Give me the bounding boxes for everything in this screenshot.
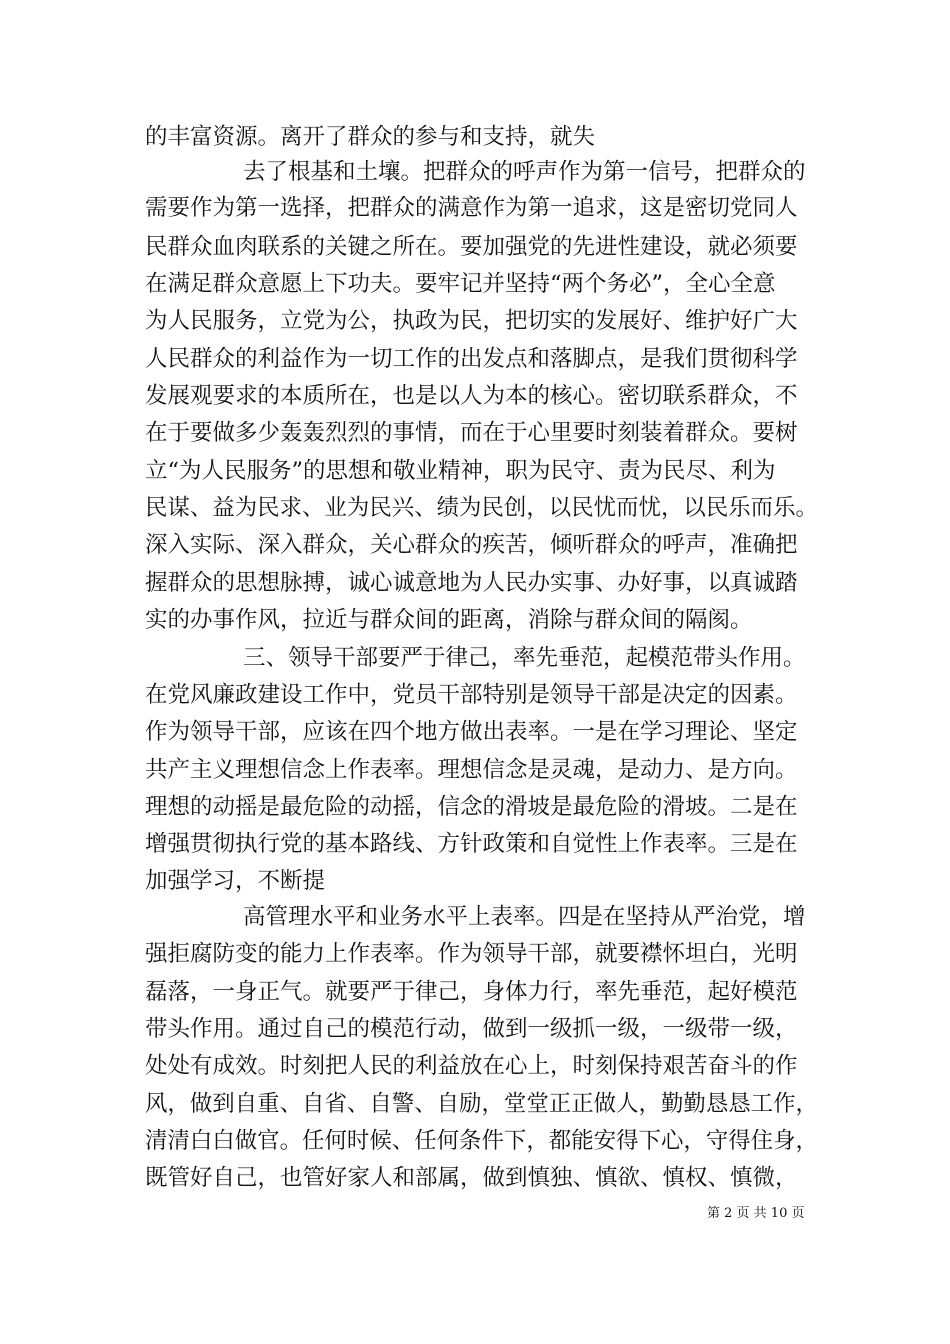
text-line: 增强贯彻执行党的基本路线、方针政策和自觉性上作表率。三是在 xyxy=(145,831,798,857)
text-line: 发展观要求的本质所在，也是以人为本的核心。密切联系群众，不 xyxy=(145,383,798,409)
text-line: 人民群众的利益作为一切工作的出发点和落脚点，是我们贯彻科学 xyxy=(145,346,798,372)
text-line: 为人民服务，立党为公，执政为民，把切实的发展好、维护好广大 xyxy=(145,308,798,334)
text-line: 共产主义理想信念上作表率。理想信念是灵魂，是动力、是方向。 xyxy=(145,757,798,783)
text-line: 既管好自己，也管好家人和部属，做到慎独、慎欲、慎权、慎微， xyxy=(145,1165,798,1191)
text-line: 的丰富资源。离开了群众的参与和支持，就失 xyxy=(145,124,596,150)
text-line: 在党风廉政建设工作中，党员干部特别是领导干部是决定的因素。 xyxy=(145,682,798,708)
text-line: 需要作为第一选择，把群众的满意作为第一追求，这是密切党同人 xyxy=(145,195,798,221)
text-line: 在满足群众意愿上下功夫。要牢记并坚持“两个务必”，全心全意 xyxy=(145,271,776,297)
page-number: 第 2 页 共 10 页 xyxy=(707,1206,805,1221)
text-line: 强拒腐防变的能力上作表率。作为领导干部，就要襟怀坦白，光明 xyxy=(145,941,798,967)
text-line: 磊落，一身正气。就要严于律己，身体力行，率先垂范，起好模范 xyxy=(145,979,798,1005)
text-line: 清清白白做官。任何时候、任何条件下，都能安得下心，守得住身， xyxy=(145,1128,818,1154)
text-line: 理想的动摇是最危险的动摇，信念的滑坡是最危险的滑坡。二是在 xyxy=(145,794,798,820)
text-line: 深入实际、深入群众，关心群众的疾苦，倾听群众的呼声，准确把 xyxy=(145,532,798,558)
text-line: 处处有成效。时刻把人民的利益放在心上，时刻保持艰苦奋斗的作 xyxy=(145,1053,798,1079)
text-line: 民群众血肉联系的关键之所在。要加强党的先进性建设，就必须要 xyxy=(145,234,798,260)
text-line: 立“为人民服务”的思想和敬业精神，职为民守、责为民尽、利为 xyxy=(145,458,776,484)
text-line: 去了根基和土壤。把群众的呼声作为第一信号，把群众的 xyxy=(243,159,806,185)
text-line: 加强学习，不断提 xyxy=(145,868,326,894)
text-line: 民谋、益为民求、业为民兴、绩为民创，以民忧而忧，以民乐而乐。 xyxy=(145,495,818,521)
text-line: 作为领导干部，应该在四个地方做出表率。一是在学习理论、坚定 xyxy=(145,719,798,745)
text-line: 高管理水平和业务水平上表率。四是在坚持从严治党，增 xyxy=(243,904,806,930)
text-line: 握群众的思想脉搏，诚心诚意地为人民办实事、办好事，以真诚踏 xyxy=(145,570,798,596)
text-line: 风，做到自重、自省、自警、自励，堂堂正正做人，勤勤恳恳工作， xyxy=(145,1091,818,1117)
text-line: 在于要做多少轰轰烈烈的事情，而在于心里要时刻装着群众。要树 xyxy=(145,420,798,446)
text-line: 实的办事作风，拉近与群众间的距离，消除与群众间的隔阂。 xyxy=(145,607,753,633)
section-heading: 三、领导干部要严于律己，率先垂范，起模范带头作用。 xyxy=(243,645,806,671)
text-line: 带头作用。通过自己的模范行动，做到一级抓一级，一级带一级， xyxy=(145,1016,798,1042)
